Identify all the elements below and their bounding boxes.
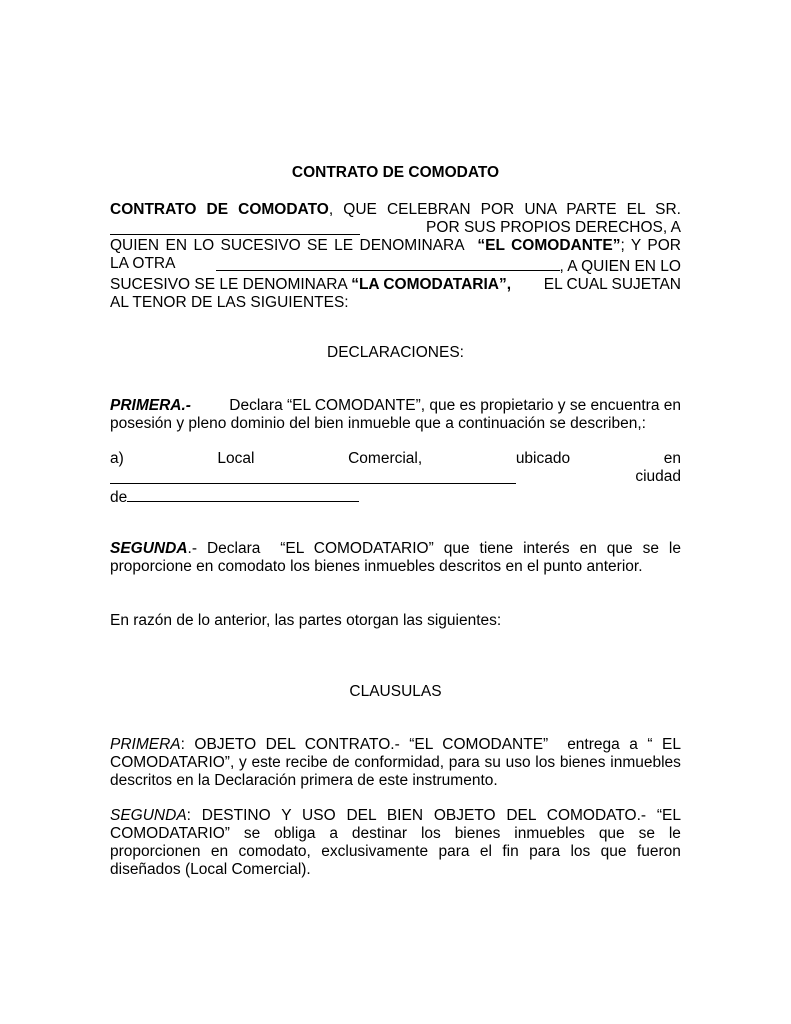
declaration-segunda — [110, 540, 681, 576]
decl1-text: Declara “EL COMODANTE”, que es propietario y se encuentra en — [229, 397, 681, 414]
word: recibe — [285, 754, 328, 771]
word: de — [332, 754, 350, 771]
intro-text: EL CUAL SUJETAN — [543, 276, 681, 293]
word: se — [638, 825, 655, 842]
intro-text: LA OTRA — [110, 255, 176, 272]
decl2-line-2: proporcione en comodato los bienes inmuebles descritos en el punto anterior. — [110, 558, 643, 575]
word: este — [251, 754, 281, 771]
word: fin — [502, 843, 519, 860]
word: para — [448, 754, 480, 771]
intro-text: POR SUS PROPIOS DERECHOS, A — [426, 219, 681, 236]
item-a-line-2 — [110, 468, 681, 486]
intro-line-1 — [110, 201, 681, 219]
clausulas-heading: CLAUSULAS — [349, 683, 442, 700]
cl1-line-1 — [110, 736, 681, 754]
cl2-text: : DESTINO Y USO DEL BIEN OBJETO DEL COMODATO.- “EL — [186, 807, 681, 824]
word: comodato, — [238, 843, 311, 860]
decl1-line-2: posesión y pleno dominio del bien inmueble que a continuación se describen,: — [110, 415, 646, 432]
item-a-word: Local — [217, 450, 255, 467]
el-comodante-bold: “EL COMODANTE” — [477, 237, 621, 254]
intro-line-2 — [110, 219, 681, 237]
word: destinar — [351, 825, 408, 842]
word: inmuebles — [514, 825, 585, 842]
item-a-word: Comercial, — [348, 450, 423, 467]
intro-bold-title: CONTRATO DE COMODATO — [110, 201, 329, 218]
item-a-de: de — [110, 489, 128, 506]
intro-text: , QUE CELEBRAN POR UNA PARTE EL SR. — [328, 201, 681, 218]
cl2-line-1 — [110, 807, 681, 825]
decl1-label: PRIMERA.- — [110, 397, 191, 414]
cl1-text: : OBJETO DEL CONTRATO.- “EL COMODANTE” entrega a “ EL — [180, 736, 681, 753]
word: COMODATARIO” — [110, 825, 230, 842]
word: su — [484, 754, 501, 771]
intro-text: , A QUIEN EN LO — [559, 258, 681, 275]
word: que — [600, 843, 627, 860]
word: los — [570, 843, 591, 860]
item-a-line-3 — [110, 486, 681, 507]
name-blank-1[interactable] — [110, 219, 360, 235]
word: en — [210, 843, 229, 860]
decl1-line-1 — [110, 397, 681, 415]
word: fueron — [636, 843, 681, 860]
item-a-ciudad: ciudad — [635, 468, 681, 485]
word: se — [243, 825, 261, 842]
intro-line-4 — [110, 255, 681, 276]
cl2-line-4: diseñados (Local Comercial). — [110, 861, 311, 878]
cl2-line-2 — [110, 825, 681, 843]
word: COMODATARIO”, — [110, 754, 235, 771]
intro-text: ; Y POR — [620, 237, 681, 254]
decl2-line-1 — [110, 540, 681, 558]
word: para — [438, 843, 470, 860]
word: uso — [505, 754, 531, 771]
cl1-label: PRIMERA — [110, 736, 181, 753]
cl2-label: SEGUNDA — [110, 807, 187, 824]
intro-paragraph — [110, 201, 681, 312]
word: el — [479, 843, 492, 860]
document-title: CONTRATO DE COMODATO — [291, 164, 500, 181]
intro-text: SUCESIVO SE LE DENOMINARA — [110, 276, 347, 293]
clausula-primera — [110, 736, 681, 790]
word: bienes — [559, 754, 606, 771]
word: y — [239, 754, 247, 771]
razon-paragraph: En razón de lo anterior, las partes otorgan las siguientes: — [110, 612, 502, 629]
word: conformidad, — [354, 754, 445, 771]
word: proporcionen — [110, 843, 201, 860]
declaraciones-heading: DECLARACIONES: — [327, 344, 464, 361]
clausula-segunda — [110, 807, 681, 879]
item-a — [110, 450, 681, 507]
word: a — [329, 825, 339, 842]
cl2-line-3 — [110, 843, 681, 861]
decl2-label: SEGUNDA — [110, 540, 188, 557]
word: para — [529, 843, 561, 860]
item-a-word: en — [663, 450, 681, 467]
item-a-line-1 — [110, 450, 681, 468]
decl2-text: .- Declara “EL COMODATARIO” que tiene interés en que se le — [187, 540, 681, 557]
intro-line-3 — [110, 237, 681, 255]
cl1-line-3: descritos en la Declaración primera de este instrumento. — [110, 772, 498, 789]
word: los — [420, 825, 441, 842]
word: exclusivamente — [321, 843, 429, 860]
intro-line-5 — [110, 276, 681, 294]
word: que — [598, 825, 625, 842]
word: bienes — [454, 825, 501, 842]
item-a-word: ubicado — [515, 450, 571, 467]
intro-text: QUIEN EN LO SUCESIVO SE LE DENOMINARA — [110, 237, 465, 254]
la-comodataria-bold: “LA COMODATARIA”, — [351, 276, 512, 293]
item-a-word: a) — [110, 450, 124, 467]
declaration-primera — [110, 397, 681, 433]
word: los — [535, 754, 556, 771]
location-blank[interactable] — [110, 468, 516, 484]
intro-line-6: AL TENOR DE LAS SIGUIENTES: — [110, 294, 349, 311]
word: inmuebles — [610, 754, 681, 771]
city-blank[interactable] — [127, 486, 359, 502]
cl1-line-2 — [110, 754, 681, 772]
name-blank-2[interactable] — [216, 255, 560, 271]
word: le — [668, 825, 681, 842]
word: obliga — [274, 825, 316, 842]
